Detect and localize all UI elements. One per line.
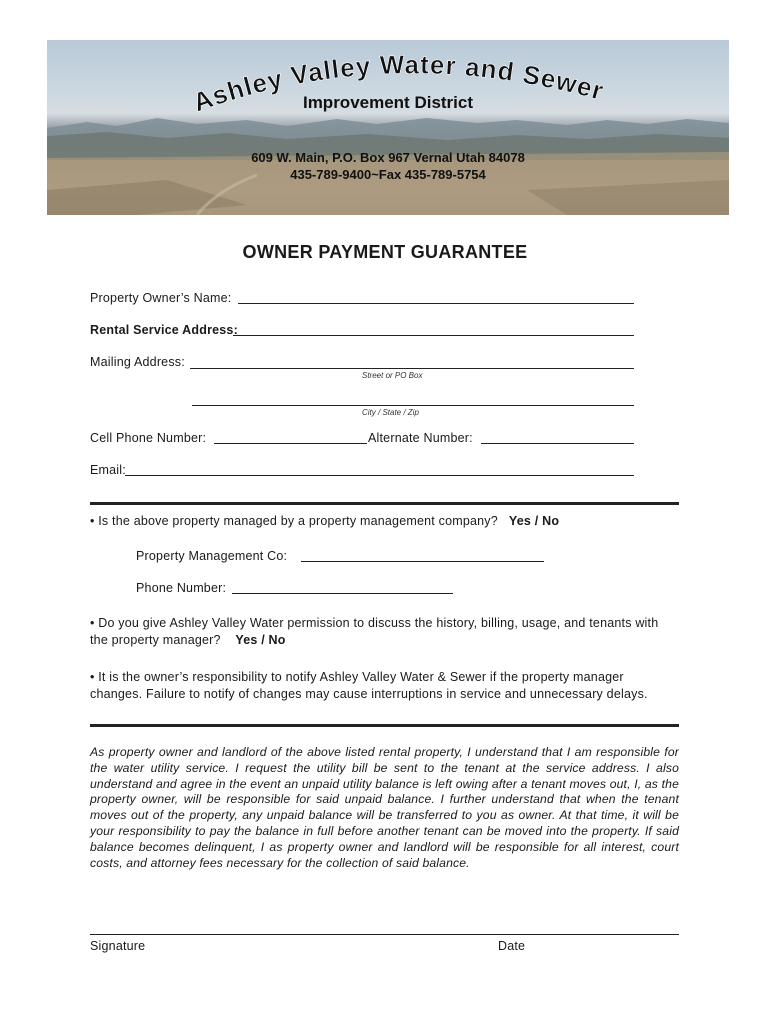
org-phone-fax: 435-789-9400~Fax 435-789-5754 xyxy=(290,167,486,182)
owner-name-field[interactable] xyxy=(238,303,634,304)
pm-company-label: Property Management Co: xyxy=(136,549,288,563)
pm-phone-field[interactable] xyxy=(232,593,453,594)
signature-label: Signature xyxy=(90,939,146,953)
section-divider-bottom xyxy=(90,724,679,727)
cell-phone-field[interactable] xyxy=(214,443,367,444)
section-divider-top xyxy=(90,502,679,505)
alternate-number-field[interactable] xyxy=(481,443,634,444)
rental-address-field[interactable] xyxy=(233,335,634,336)
email-field[interactable] xyxy=(125,475,634,476)
org-name-text: Ashley Valley Water and Sewer xyxy=(189,49,608,118)
signature-line[interactable] xyxy=(90,934,679,935)
org-subtitle: Improvement District xyxy=(302,93,474,112)
question-managed xyxy=(90,514,559,528)
agreement-text: As property owner and landlord of the above listed rental property, I understand that I am responsible for the water utility service. I request the utility bill be sent to the tenant at the service address. I also understand and agree in the event an unpaid utility balance is left owing after a tenant moves out, I, as the property owner, will be responsible for said unpaid balance. I further understand that when the tenant moves out of the property, any unpaid balance will be transferred to you as owner. At that time, it will be your responsibility to pay the balance in full before another tenant can be moved into the property. If said balance becomes delinquent, I as property owner and landlord will be responsible for all interest, court costs, and attorney fees necessary for the collection of said balance. xyxy=(90,745,679,870)
mailing-street-field[interactable] xyxy=(190,368,634,369)
cell-phone-label: Cell Phone Number: xyxy=(90,431,207,445)
question-managed-options[interactable]: Yes / No xyxy=(508,514,560,528)
org-address: 609 W. Main, P.O. Box 967 Vernal Utah 84078 xyxy=(251,150,525,165)
owner-responsibility-note: • It is the owner’s responsibility to notify Ashley Valley Water & Sewer if the property manager changes. Failure to notify of changes may cause interruptions in service and unnecessary delays. xyxy=(90,670,648,701)
question-permission-options[interactable]: Yes / No xyxy=(235,633,286,647)
header-banner xyxy=(47,40,729,215)
city-hint: City / State / Zip xyxy=(362,408,419,417)
mailing-address-label: Mailing Address: xyxy=(90,355,185,369)
street-hint: Street or PO Box xyxy=(362,371,423,380)
question-managed-text: • Is the above property managed by a property management company? xyxy=(90,514,498,528)
date-label: Date xyxy=(498,939,526,953)
form-title: OWNER PAYMENT GUARANTEE xyxy=(242,242,528,262)
rental-address-label: Rental Service Address: xyxy=(90,323,238,337)
alternate-number-label: Alternate Number: xyxy=(368,431,473,445)
question-permission-text: • Do you give Ashley Valley Water permission to discuss the history, billing, usage, and tenants with the property manager? xyxy=(90,616,659,647)
pm-phone-label: Phone Number: xyxy=(136,581,227,595)
pm-company-field[interactable] xyxy=(301,561,544,562)
owner-name-label: Property Owner’s Name: xyxy=(90,291,232,305)
question-permission xyxy=(90,615,679,649)
mailing-city-field[interactable] xyxy=(192,405,634,406)
email-label: Email: xyxy=(90,463,126,477)
